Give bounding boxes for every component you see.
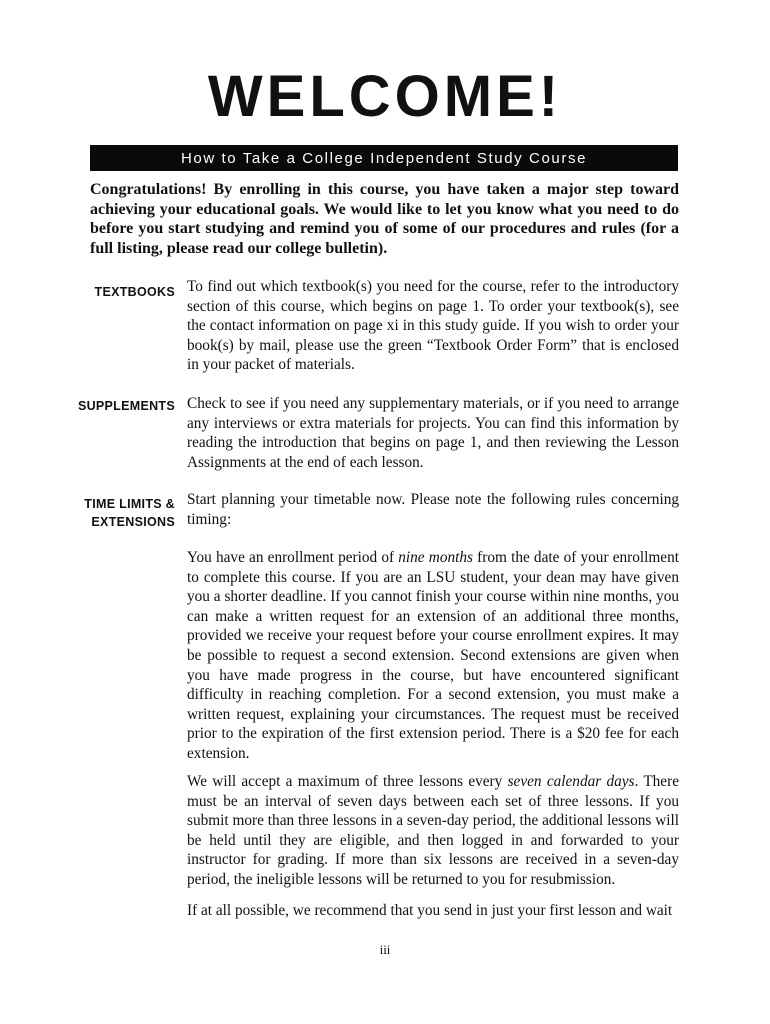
supplements-paragraph: Check to see if you need any supplementary materials, or if you need to arrange any interviews or extra materials for projects. You can find this information by reading the introduction that begins on page 1, and then reviewing the Lesson Assignments at the end of each lesson. xyxy=(187,395,679,471)
text-run: You have an enrollment period of xyxy=(187,549,399,566)
intro-paragraph: Congratulations! By enrolling in this course, you have taken a major step toward achieving your educational goals. We would like to let you know what you need to do before you start studying and remind you of some of our procedures and rules (for a full listing, please read our college bulletin). xyxy=(90,181,679,257)
text-run: from the date of your enrollment to complete this course. If you are an LSU student, your dean may have given you a shorter deadline. If you cannot finish your course within nine months, you can make a written request for an extension of an additional three months, provided we receive your request before your course enrollment expires. It may be possible to request a second extension. Second extensions are given when you have made progress in the course, but have encountered significant difficulty in reaching completion. For a second extension, you must make a written request, explaining your circumstances. The request must be received prior to the expiration of the first extension period. There is a $20 fee for each extension. xyxy=(187,549,679,762)
page-title: WELCOME! xyxy=(207,64,563,129)
textbooks-paragraph: To find out which textbook(s) you need for the course, refer to the introductory section of this course, which begins on page 1. To order your textbook(s), see the contact information on page xi in this study guide. If you wish to order your book(s) by mail, please use the green “Textbook Order Form” that is enclosed in your packet of materials. xyxy=(187,278,679,374)
subtitle-banner: How to Take a College Independent Study Course xyxy=(90,145,678,171)
time-limits-intro-paragraph: Start planning your timetable now. Please note the following rules concerning timing: xyxy=(187,491,679,528)
page-number: iii xyxy=(379,942,391,957)
section-label-line: TIME LIMITS & xyxy=(84,497,175,511)
recommendation-paragraph: If at all possible, we recommend that you send in just your first lesson and wait xyxy=(187,902,673,919)
section-label-textbooks: TEXTBOOKS xyxy=(94,285,175,299)
text-run: . There must be an interval of seven days between each set of three lessons. If you submit more than three lessons in a seven-day period, the additional lessons will be held until they are eligible, and then logged in and forwarded to your instructor for grading. If more than six lessons are received in a seven-day period, the ineligible lessons will be returned to you for resubmission. xyxy=(187,773,679,888)
section-label-time-limits xyxy=(40,495,175,531)
enrollment-period-paragraph xyxy=(187,548,679,764)
lesson-limit-paragraph xyxy=(187,772,679,890)
section-label-line: EXTENSIONS xyxy=(91,515,175,529)
emphasis-nine-months: nine months xyxy=(398,549,473,566)
text-run: We will accept a maximum of three lessons every xyxy=(187,773,508,790)
emphasis-seven-calendar-days: seven calendar days xyxy=(507,773,635,790)
section-label-supplements: SUPPLEMENTS xyxy=(77,399,175,413)
